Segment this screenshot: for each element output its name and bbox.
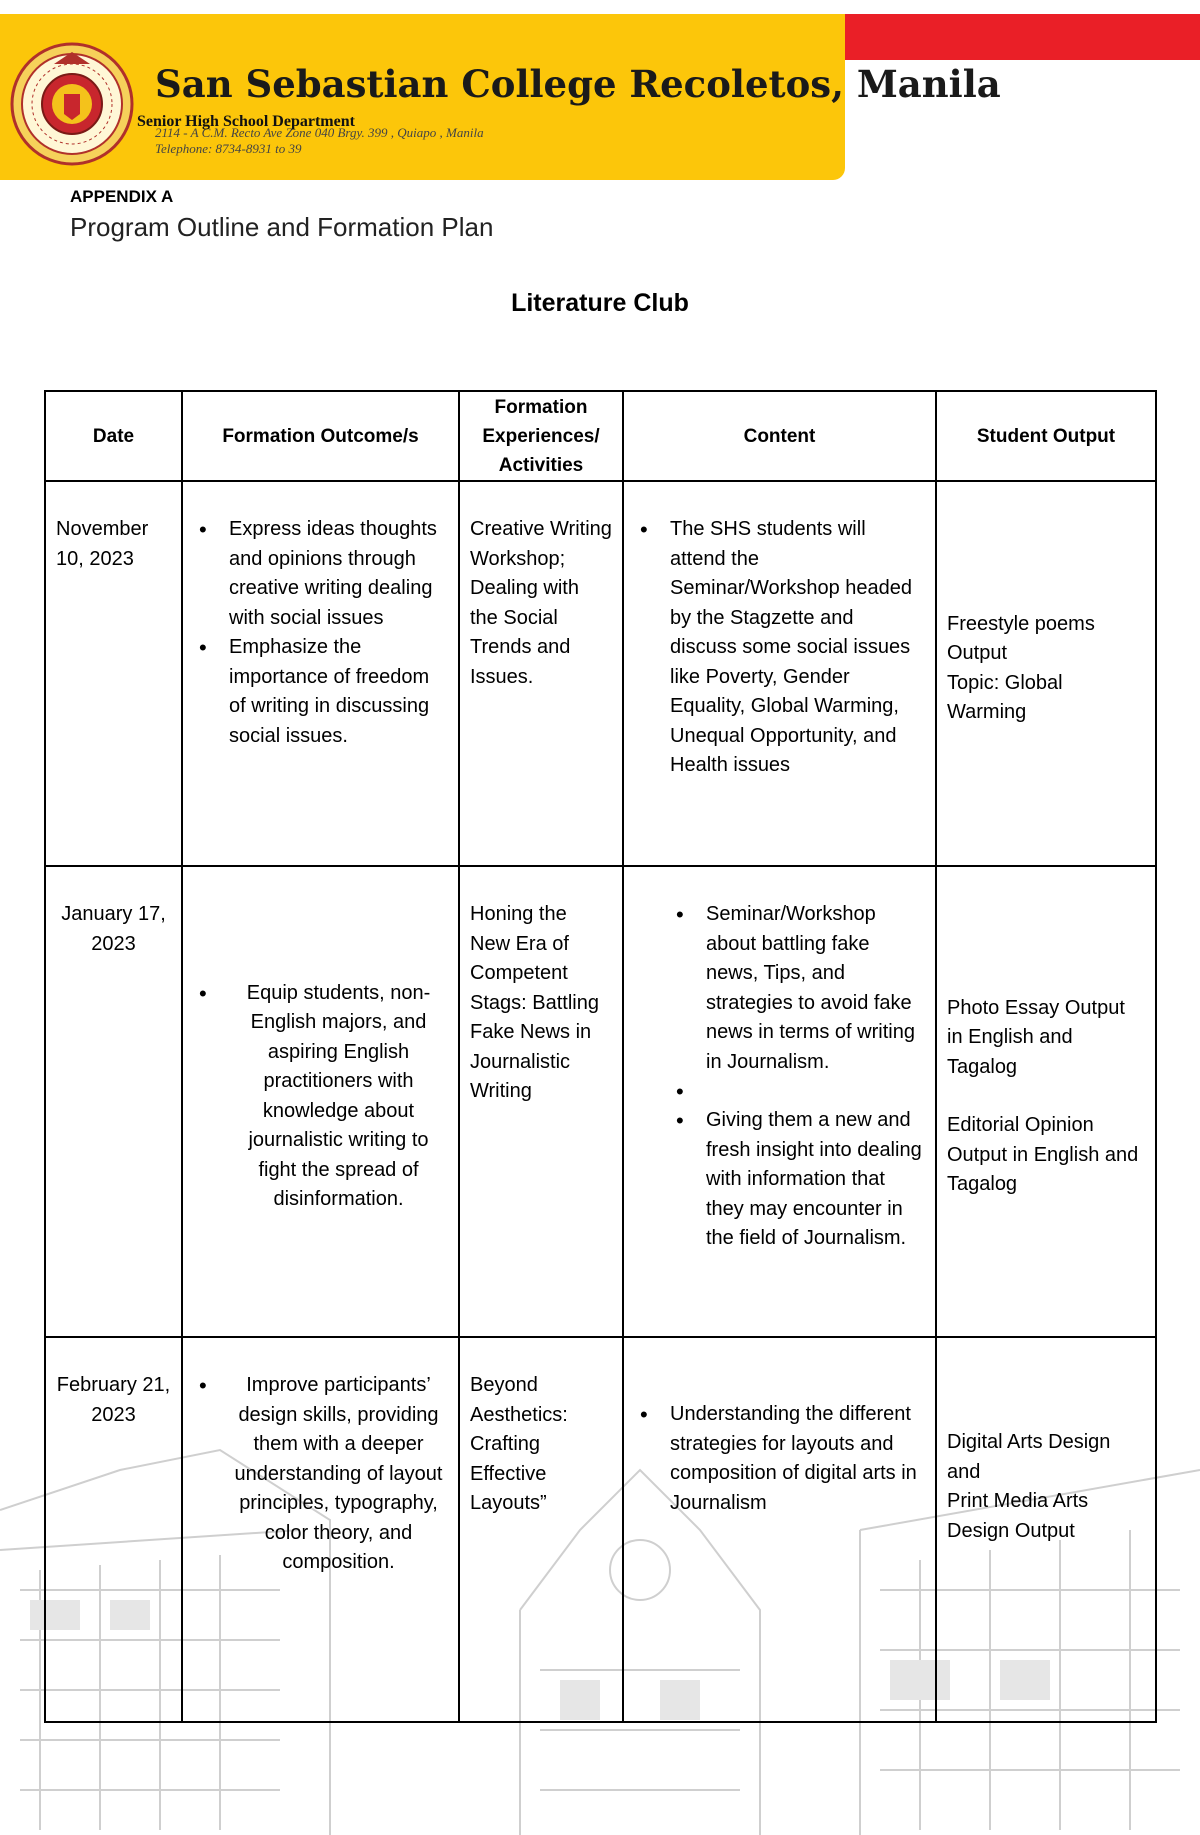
header-content: Content <box>623 391 936 481</box>
content-list <box>670 900 925 1254</box>
list-item: • The SHS students will attend the Seminar/Workshop headed by the Stagzette and discuss some social issues like Poverty, Gender Equality, Global Warming, Unequal Opportunity, and Health issues <box>670 515 925 781</box>
table-row <box>45 481 1156 866</box>
content-list <box>634 1400 925 1518</box>
date-cell: November 10, 2023 <box>56 518 149 570</box>
header-output: Student Output <box>936 391 1156 481</box>
list-item: • Emphasize the importance of freedom of writing in discussing social issues. <box>229 633 448 751</box>
date-cell: January 17, 2023 <box>61 903 166 955</box>
header-date: Date <box>45 391 182 481</box>
list-item: • Understanding the different strategies for layouts and composition of digital arts in Journalism <box>670 1400 925 1518</box>
document-title: Program Outline and Formation Plan <box>70 212 494 242</box>
list-item: • Express ideas thoughts and opinions through creative writing dealing with social issues <box>229 515 448 633</box>
table-row <box>45 866 1156 1337</box>
list-item: • Giving them a new and fresh insight into dealing with information that they may encounter in the field of Journalism. <box>706 1106 925 1254</box>
output-line: Photo Essay Output in English and Tagalog <box>947 996 1125 1078</box>
output-line: Editorial Opinion Output in English and Tagalog <box>947 1114 1139 1195</box>
school-seal-icon <box>8 40 136 168</box>
address-line: 2114 - A C.M. Recto Ave Zone 040 Brgy. 399 , Quiapo , Manila <box>155 125 484 140</box>
experience-cell: Beyond Aesthetics: Crafting Effective Layouts” <box>470 1374 568 1514</box>
telephone-line: Telephone: 8734-8931 to 39 <box>155 141 302 156</box>
club-title: Literature Club <box>511 289 689 317</box>
header-accent-block <box>845 14 1200 60</box>
output-line: Print Media Arts Design Output <box>947 1490 1089 1542</box>
header-outcome: Formation Outcome/s <box>182 391 459 481</box>
department-name: Senior High School Department <box>137 113 355 130</box>
header-experiences: Formation Experiences/ Activities <box>459 391 623 481</box>
list-item: • Equip students, non-English majors, and aspiring English practitioners with knowledge about journalistic writing to fight the spread of disinformation. <box>229 979 448 1215</box>
appendix-label: APPENDIX A <box>70 187 174 206</box>
experience-cell: Honing the New Era of Competent Stags: Battling Fake News in Journalistic Writing <box>470 903 599 1102</box>
table-header-row <box>45 391 1156 481</box>
outcome-list <box>193 515 448 751</box>
school-name: San Sebastian College Recoletos, Manila <box>155 62 1001 106</box>
content-list <box>634 515 925 781</box>
outcome-list <box>193 979 448 1215</box>
list-item: • Seminar/Workshop about battling fake news, Tips, and strategies to avoid fake news in terms of writing in Journalism. <box>706 900 925 1077</box>
outcome-list <box>193 1371 448 1578</box>
output-line: Digital Arts Design and <box>947 1431 1111 1483</box>
formation-plan-table <box>44 390 1157 1723</box>
date-cell: February 21, 2023 <box>56 1374 171 1426</box>
experience-cell: Creative Writing Workshop; Dealing with the Social Trends and Issues. <box>470 518 612 688</box>
list-item: • Improve participants’ design skills, providing them with a deeper understanding of layout principles, typography, color theory, and composition. <box>229 1371 448 1578</box>
table-row <box>45 1337 1156 1722</box>
output-line: Topic: Global Warming <box>947 671 1063 723</box>
output-line: Freestyle poems Output <box>947 612 1095 664</box>
